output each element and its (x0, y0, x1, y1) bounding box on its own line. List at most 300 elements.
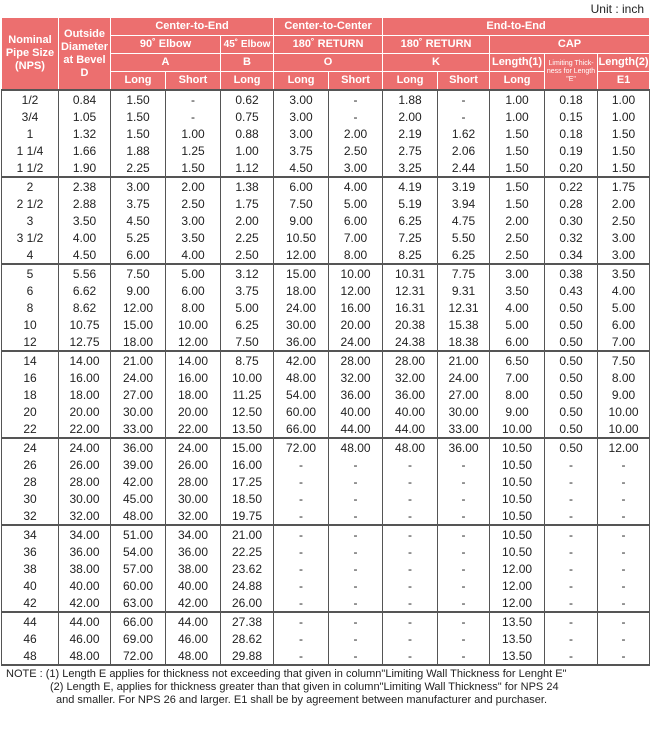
value-cell: - (166, 90, 221, 108)
header-length2: Length(2) (598, 54, 650, 72)
value-cell: - (383, 630, 438, 647)
value-cell: 10.50 (490, 525, 545, 543)
value-cell: - (545, 560, 598, 577)
value-cell: 8.00 (598, 369, 650, 386)
value-cell: 12.00 (598, 438, 650, 456)
value-cell: 0.88 (221, 125, 274, 142)
table-row (2, 333, 650, 351)
value-cell: - (545, 473, 598, 490)
table-row (2, 473, 650, 490)
value-cell: - (383, 594, 438, 612)
table-row (2, 647, 650, 665)
value-cell: - (545, 577, 598, 594)
value-cell: 15.00 (111, 316, 166, 333)
value-cell: 16.00 (329, 299, 383, 316)
value-cell: 24.88 (221, 577, 274, 594)
header-k-short: Short (438, 72, 490, 91)
value-cell: 14.00 (59, 351, 111, 369)
value-cell: 10.50 (490, 507, 545, 525)
nps-cell: 3 (2, 212, 59, 229)
table-row (2, 316, 650, 333)
value-cell: - (329, 507, 383, 525)
value-cell: - (329, 473, 383, 490)
value-cell: 24.00 (111, 369, 166, 386)
value-cell: 10.50 (274, 229, 329, 246)
table-row (2, 264, 650, 282)
value-cell: 0.38 (545, 264, 598, 282)
value-cell: 2.50 (598, 212, 650, 229)
value-cell: 15.38 (438, 316, 490, 333)
header-o-long: Long (274, 72, 329, 91)
value-cell: 12.00 (490, 560, 545, 577)
value-cell: 0.43 (545, 282, 598, 299)
value-cell: 28.00 (166, 473, 221, 490)
value-cell: - (329, 490, 383, 507)
nps-cell: 20 (2, 403, 59, 420)
value-cell: 12.75 (59, 333, 111, 351)
value-cell: 36.00 (329, 386, 383, 403)
value-cell: 2.44 (438, 159, 490, 177)
value-cell: 21.00 (111, 351, 166, 369)
value-cell: 33.00 (111, 420, 166, 438)
table-row (2, 612, 650, 630)
value-cell: 27.00 (438, 386, 490, 403)
value-cell: 4.50 (59, 246, 111, 264)
table-row (2, 159, 650, 177)
value-cell: 21.00 (438, 351, 490, 369)
value-cell: 8.62 (59, 299, 111, 316)
value-cell: 7.50 (598, 351, 650, 369)
value-cell: 0.18 (545, 125, 598, 142)
value-cell: 5.00 (490, 316, 545, 333)
value-cell: - (598, 473, 650, 490)
value-cell: 30.00 (111, 403, 166, 420)
value-cell: 48.00 (166, 647, 221, 665)
value-cell: 54.00 (274, 386, 329, 403)
value-cell: 44.00 (329, 420, 383, 438)
value-cell: 48.00 (59, 647, 111, 665)
value-cell: 3.50 (598, 264, 650, 282)
nps-cell: 10 (2, 316, 59, 333)
value-cell: 36.00 (383, 386, 438, 403)
value-cell: - (274, 456, 329, 473)
value-cell: 5.00 (598, 299, 650, 316)
value-cell: 2.06 (438, 142, 490, 159)
value-cell: 2.00 (598, 195, 650, 212)
value-cell: 1.00 (166, 125, 221, 142)
nps-cell: 44 (2, 612, 59, 630)
value-cell: 11.25 (221, 386, 274, 403)
value-cell: 0.28 (545, 195, 598, 212)
value-cell: 27.38 (221, 612, 274, 630)
value-cell: - (438, 560, 490, 577)
value-cell: 18.00 (274, 282, 329, 299)
value-cell: 3.00 (598, 246, 650, 264)
value-cell: 24.00 (274, 299, 329, 316)
notes (6, 668, 650, 707)
nps-cell: 1 (2, 125, 59, 142)
value-cell: - (383, 473, 438, 490)
nps-cell: 1/2 (2, 90, 59, 108)
value-cell: - (383, 543, 438, 560)
value-cell: 1.50 (598, 159, 650, 177)
value-cell: 24.00 (166, 438, 221, 456)
value-cell: 3.50 (59, 212, 111, 229)
value-cell: 21.00 (221, 525, 274, 543)
value-cell: 42.00 (111, 473, 166, 490)
value-cell: 3.00 (274, 108, 329, 125)
nps-cell: 48 (2, 647, 59, 665)
value-cell: 15.00 (221, 438, 274, 456)
value-cell: 0.50 (545, 386, 598, 403)
value-cell: 1.88 (383, 90, 438, 108)
value-cell: 54.00 (111, 543, 166, 560)
table-row (2, 177, 650, 195)
header-nps: Nominal Pipe Size (NPS) (2, 18, 59, 91)
value-cell: 28.00 (383, 351, 438, 369)
value-cell: 4.00 (59, 229, 111, 246)
value-cell: - (545, 490, 598, 507)
value-cell: 40.00 (383, 403, 438, 420)
value-cell: 10.50 (490, 543, 545, 560)
value-cell: 6.00 (274, 177, 329, 195)
header-e1: E1 (598, 72, 650, 91)
value-cell: 12.00 (111, 299, 166, 316)
value-cell: 0.50 (545, 403, 598, 420)
value-cell: 33.00 (438, 420, 490, 438)
value-cell: - (383, 525, 438, 543)
nps-cell: 22 (2, 420, 59, 438)
value-cell: 1.00 (490, 90, 545, 108)
header-a-long: Long (111, 72, 166, 91)
value-cell: 1.50 (598, 142, 650, 159)
value-cell: - (545, 630, 598, 647)
value-cell: 48.00 (329, 438, 383, 456)
table-row (2, 246, 650, 264)
value-cell: - (329, 594, 383, 612)
value-cell: 3.00 (274, 90, 329, 108)
value-cell: 1.32 (59, 125, 111, 142)
value-cell: 3.00 (274, 125, 329, 142)
header-a: A (111, 54, 221, 72)
nps-cell: 3/4 (2, 108, 59, 125)
value-cell: 8.00 (166, 299, 221, 316)
value-cell: 0.15 (545, 108, 598, 125)
value-cell: 3.75 (111, 195, 166, 212)
value-cell: 0.18 (545, 90, 598, 108)
value-cell: 72.00 (111, 647, 166, 665)
value-cell: 2.50 (221, 246, 274, 264)
value-cell: - (438, 456, 490, 473)
value-cell: - (545, 456, 598, 473)
value-cell: 9.00 (598, 386, 650, 403)
value-cell: - (274, 490, 329, 507)
table-row (2, 490, 650, 507)
value-cell: 10.50 (490, 490, 545, 507)
nps-cell: 4 (2, 246, 59, 264)
value-cell: - (274, 543, 329, 560)
value-cell: 3.25 (383, 159, 438, 177)
value-cell: - (545, 543, 598, 560)
value-cell: 1.50 (490, 177, 545, 195)
value-cell: - (438, 90, 490, 108)
butt-weld-fittings-dimension-table (1, 17, 650, 666)
value-cell: 32.00 (166, 507, 221, 525)
value-cell: 24.38 (383, 333, 438, 351)
table-row (2, 229, 650, 246)
value-cell: - (166, 108, 221, 125)
value-cell: - (383, 560, 438, 577)
value-cell: 0.32 (545, 229, 598, 246)
nps-cell: 34 (2, 525, 59, 543)
value-cell: 34.00 (59, 525, 111, 543)
value-cell: 0.50 (545, 369, 598, 386)
value-cell: 20.00 (329, 316, 383, 333)
value-cell: 4.00 (490, 299, 545, 316)
value-cell: - (598, 630, 650, 647)
value-cell: 44.00 (383, 420, 438, 438)
value-cell: - (274, 525, 329, 543)
value-cell: 2.75 (383, 142, 438, 159)
table-row (2, 90, 650, 108)
value-cell: 36.00 (111, 438, 166, 456)
header-a-short: Short (166, 72, 221, 91)
value-cell: 22.00 (59, 420, 111, 438)
value-cell: - (598, 560, 650, 577)
table-row (2, 525, 650, 543)
table-row (2, 438, 650, 456)
note-2b: and smaller. For NPS 26 and larger. E1 shall be by agreement between manufacturer and purchaser. (56, 694, 548, 706)
value-cell: 45.00 (111, 490, 166, 507)
value-cell: 20.00 (59, 403, 111, 420)
value-cell: 26.00 (166, 456, 221, 473)
value-cell: 4.75 (438, 212, 490, 229)
nps-cell: 12 (2, 333, 59, 351)
value-cell: 30.00 (59, 490, 111, 507)
value-cell: 0.30 (545, 212, 598, 229)
value-cell: 7.00 (490, 369, 545, 386)
value-cell: - (598, 612, 650, 630)
value-cell: 5.00 (329, 195, 383, 212)
value-cell: 72.00 (274, 438, 329, 456)
value-cell: 0.20 (545, 159, 598, 177)
value-cell: 34.00 (166, 525, 221, 543)
value-cell: 10.50 (490, 456, 545, 473)
value-cell: 6.00 (490, 333, 545, 351)
value-cell: - (598, 577, 650, 594)
value-cell: - (438, 507, 490, 525)
value-cell: 18.00 (111, 333, 166, 351)
nps-cell: 3 1/2 (2, 229, 59, 246)
value-cell: 24.00 (438, 369, 490, 386)
value-cell: 1.00 (598, 108, 650, 125)
value-cell: 36.00 (166, 543, 221, 560)
table-row (2, 299, 650, 316)
value-cell: - (598, 594, 650, 612)
table-row (2, 507, 650, 525)
value-cell: 13.50 (490, 612, 545, 630)
table-row (2, 386, 650, 403)
value-cell: 22.25 (221, 543, 274, 560)
value-cell: 7.75 (438, 264, 490, 282)
value-cell: 32.00 (59, 507, 111, 525)
value-cell: 10.31 (383, 264, 438, 282)
value-cell: - (545, 525, 598, 543)
header-k: K (383, 54, 490, 72)
value-cell: 2.25 (111, 159, 166, 177)
nps-cell: 6 (2, 282, 59, 299)
value-cell: 3.75 (274, 142, 329, 159)
value-cell: 1.50 (111, 125, 166, 142)
value-cell: 32.00 (383, 369, 438, 386)
table-row (2, 577, 650, 594)
value-cell: 2.50 (490, 229, 545, 246)
value-cell: 26.00 (59, 456, 111, 473)
value-cell: 22.00 (166, 420, 221, 438)
value-cell: - (598, 525, 650, 543)
value-cell: - (329, 560, 383, 577)
value-cell: 2.00 (221, 212, 274, 229)
value-cell: 3.50 (166, 229, 221, 246)
nps-cell: 36 (2, 543, 59, 560)
value-cell: 0.50 (545, 316, 598, 333)
value-cell: 6.62 (59, 282, 111, 299)
value-cell: 6.50 (490, 351, 545, 369)
value-cell: 2.00 (490, 212, 545, 229)
value-cell: - (274, 507, 329, 525)
value-cell: 4.00 (166, 246, 221, 264)
value-cell: 2.00 (329, 125, 383, 142)
nps-cell: 40 (2, 577, 59, 594)
value-cell: 1.50 (490, 125, 545, 142)
value-cell: 1.50 (111, 108, 166, 125)
value-cell: - (383, 577, 438, 594)
table-body (2, 90, 650, 665)
value-cell: 1.90 (59, 159, 111, 177)
value-cell: 1.25 (166, 142, 221, 159)
value-cell: - (438, 612, 490, 630)
value-cell: 1.50 (490, 195, 545, 212)
value-cell: 42.00 (166, 594, 221, 612)
value-cell: 13.50 (490, 630, 545, 647)
value-cell: - (438, 525, 490, 543)
value-cell: 1.50 (598, 125, 650, 142)
value-cell: 28.00 (59, 473, 111, 490)
value-cell: 7.00 (598, 333, 650, 351)
value-cell: 0.62 (221, 90, 274, 108)
header-length1: Length(1) (490, 54, 545, 72)
value-cell: - (274, 473, 329, 490)
value-cell: 13.50 (221, 420, 274, 438)
value-cell: 6.25 (383, 212, 438, 229)
value-cell: - (545, 647, 598, 665)
value-cell: 3.00 (490, 264, 545, 282)
value-cell: 1.50 (111, 90, 166, 108)
value-cell: 10.50 (490, 473, 545, 490)
nps-cell: 2 (2, 177, 59, 195)
value-cell: - (274, 577, 329, 594)
value-cell: - (274, 647, 329, 665)
value-cell: 46.00 (166, 630, 221, 647)
value-cell: 0.84 (59, 90, 111, 108)
value-cell: 5.19 (383, 195, 438, 212)
value-cell: 42.00 (274, 351, 329, 369)
table-row (2, 125, 650, 142)
value-cell: 0.50 (545, 438, 598, 456)
value-cell: 6.00 (329, 212, 383, 229)
value-cell: - (274, 630, 329, 647)
value-cell: 7.25 (383, 229, 438, 246)
header-center-to-center: Center-to-Center (274, 18, 383, 36)
value-cell: - (438, 594, 490, 612)
value-cell: 12.00 (329, 282, 383, 299)
value-cell: 60.00 (111, 577, 166, 594)
value-cell: 23.62 (221, 560, 274, 577)
value-cell: 10.00 (329, 264, 383, 282)
value-cell: 7.00 (329, 229, 383, 246)
value-cell: 1.88 (111, 142, 166, 159)
nps-cell: 46 (2, 630, 59, 647)
value-cell: 1.00 (598, 90, 650, 108)
value-cell: 36.00 (274, 333, 329, 351)
value-cell: 1.05 (59, 108, 111, 125)
value-cell: 18.00 (59, 386, 111, 403)
value-cell: 0.50 (545, 333, 598, 351)
value-cell: 2.00 (383, 108, 438, 125)
value-cell: - (274, 612, 329, 630)
value-cell: 14.00 (166, 351, 221, 369)
nps-cell: 30 (2, 490, 59, 507)
table-row (2, 560, 650, 577)
value-cell: 2.25 (221, 229, 274, 246)
value-cell: 8.75 (221, 351, 274, 369)
table-row (2, 195, 650, 212)
value-cell: 1.75 (221, 195, 274, 212)
value-cell: 4.00 (329, 177, 383, 195)
value-cell: 16.00 (221, 456, 274, 473)
value-cell: 2.88 (59, 195, 111, 212)
value-cell: 29.88 (221, 647, 274, 665)
value-cell: - (545, 507, 598, 525)
value-cell: 63.00 (111, 594, 166, 612)
value-cell: - (598, 647, 650, 665)
value-cell: - (545, 612, 598, 630)
value-cell: 36.00 (438, 438, 490, 456)
table-row (2, 142, 650, 159)
nps-cell: 18 (2, 386, 59, 403)
value-cell: 18.38 (438, 333, 490, 351)
value-cell: 38.00 (166, 560, 221, 577)
value-cell: - (329, 577, 383, 594)
value-cell: 4.00 (598, 282, 650, 299)
value-cell: - (383, 612, 438, 630)
nps-cell: 24 (2, 438, 59, 456)
value-cell: 1.66 (59, 142, 111, 159)
value-cell: - (438, 490, 490, 507)
value-cell: 20.00 (166, 403, 221, 420)
value-cell: 24.00 (329, 333, 383, 351)
note-1: NOTE : (1) Length E applies for thickness not exceeding that given in column"Limiting Wall Thickness for Lenght E" (6, 668, 567, 680)
value-cell: 66.00 (111, 612, 166, 630)
value-cell: 18.00 (166, 386, 221, 403)
value-cell: 10.75 (59, 316, 111, 333)
value-cell: 28.62 (221, 630, 274, 647)
value-cell: 24.00 (59, 438, 111, 456)
value-cell: - (329, 543, 383, 560)
value-cell: - (438, 543, 490, 560)
nps-cell: 2 1/2 (2, 195, 59, 212)
value-cell: 10.00 (598, 420, 650, 438)
